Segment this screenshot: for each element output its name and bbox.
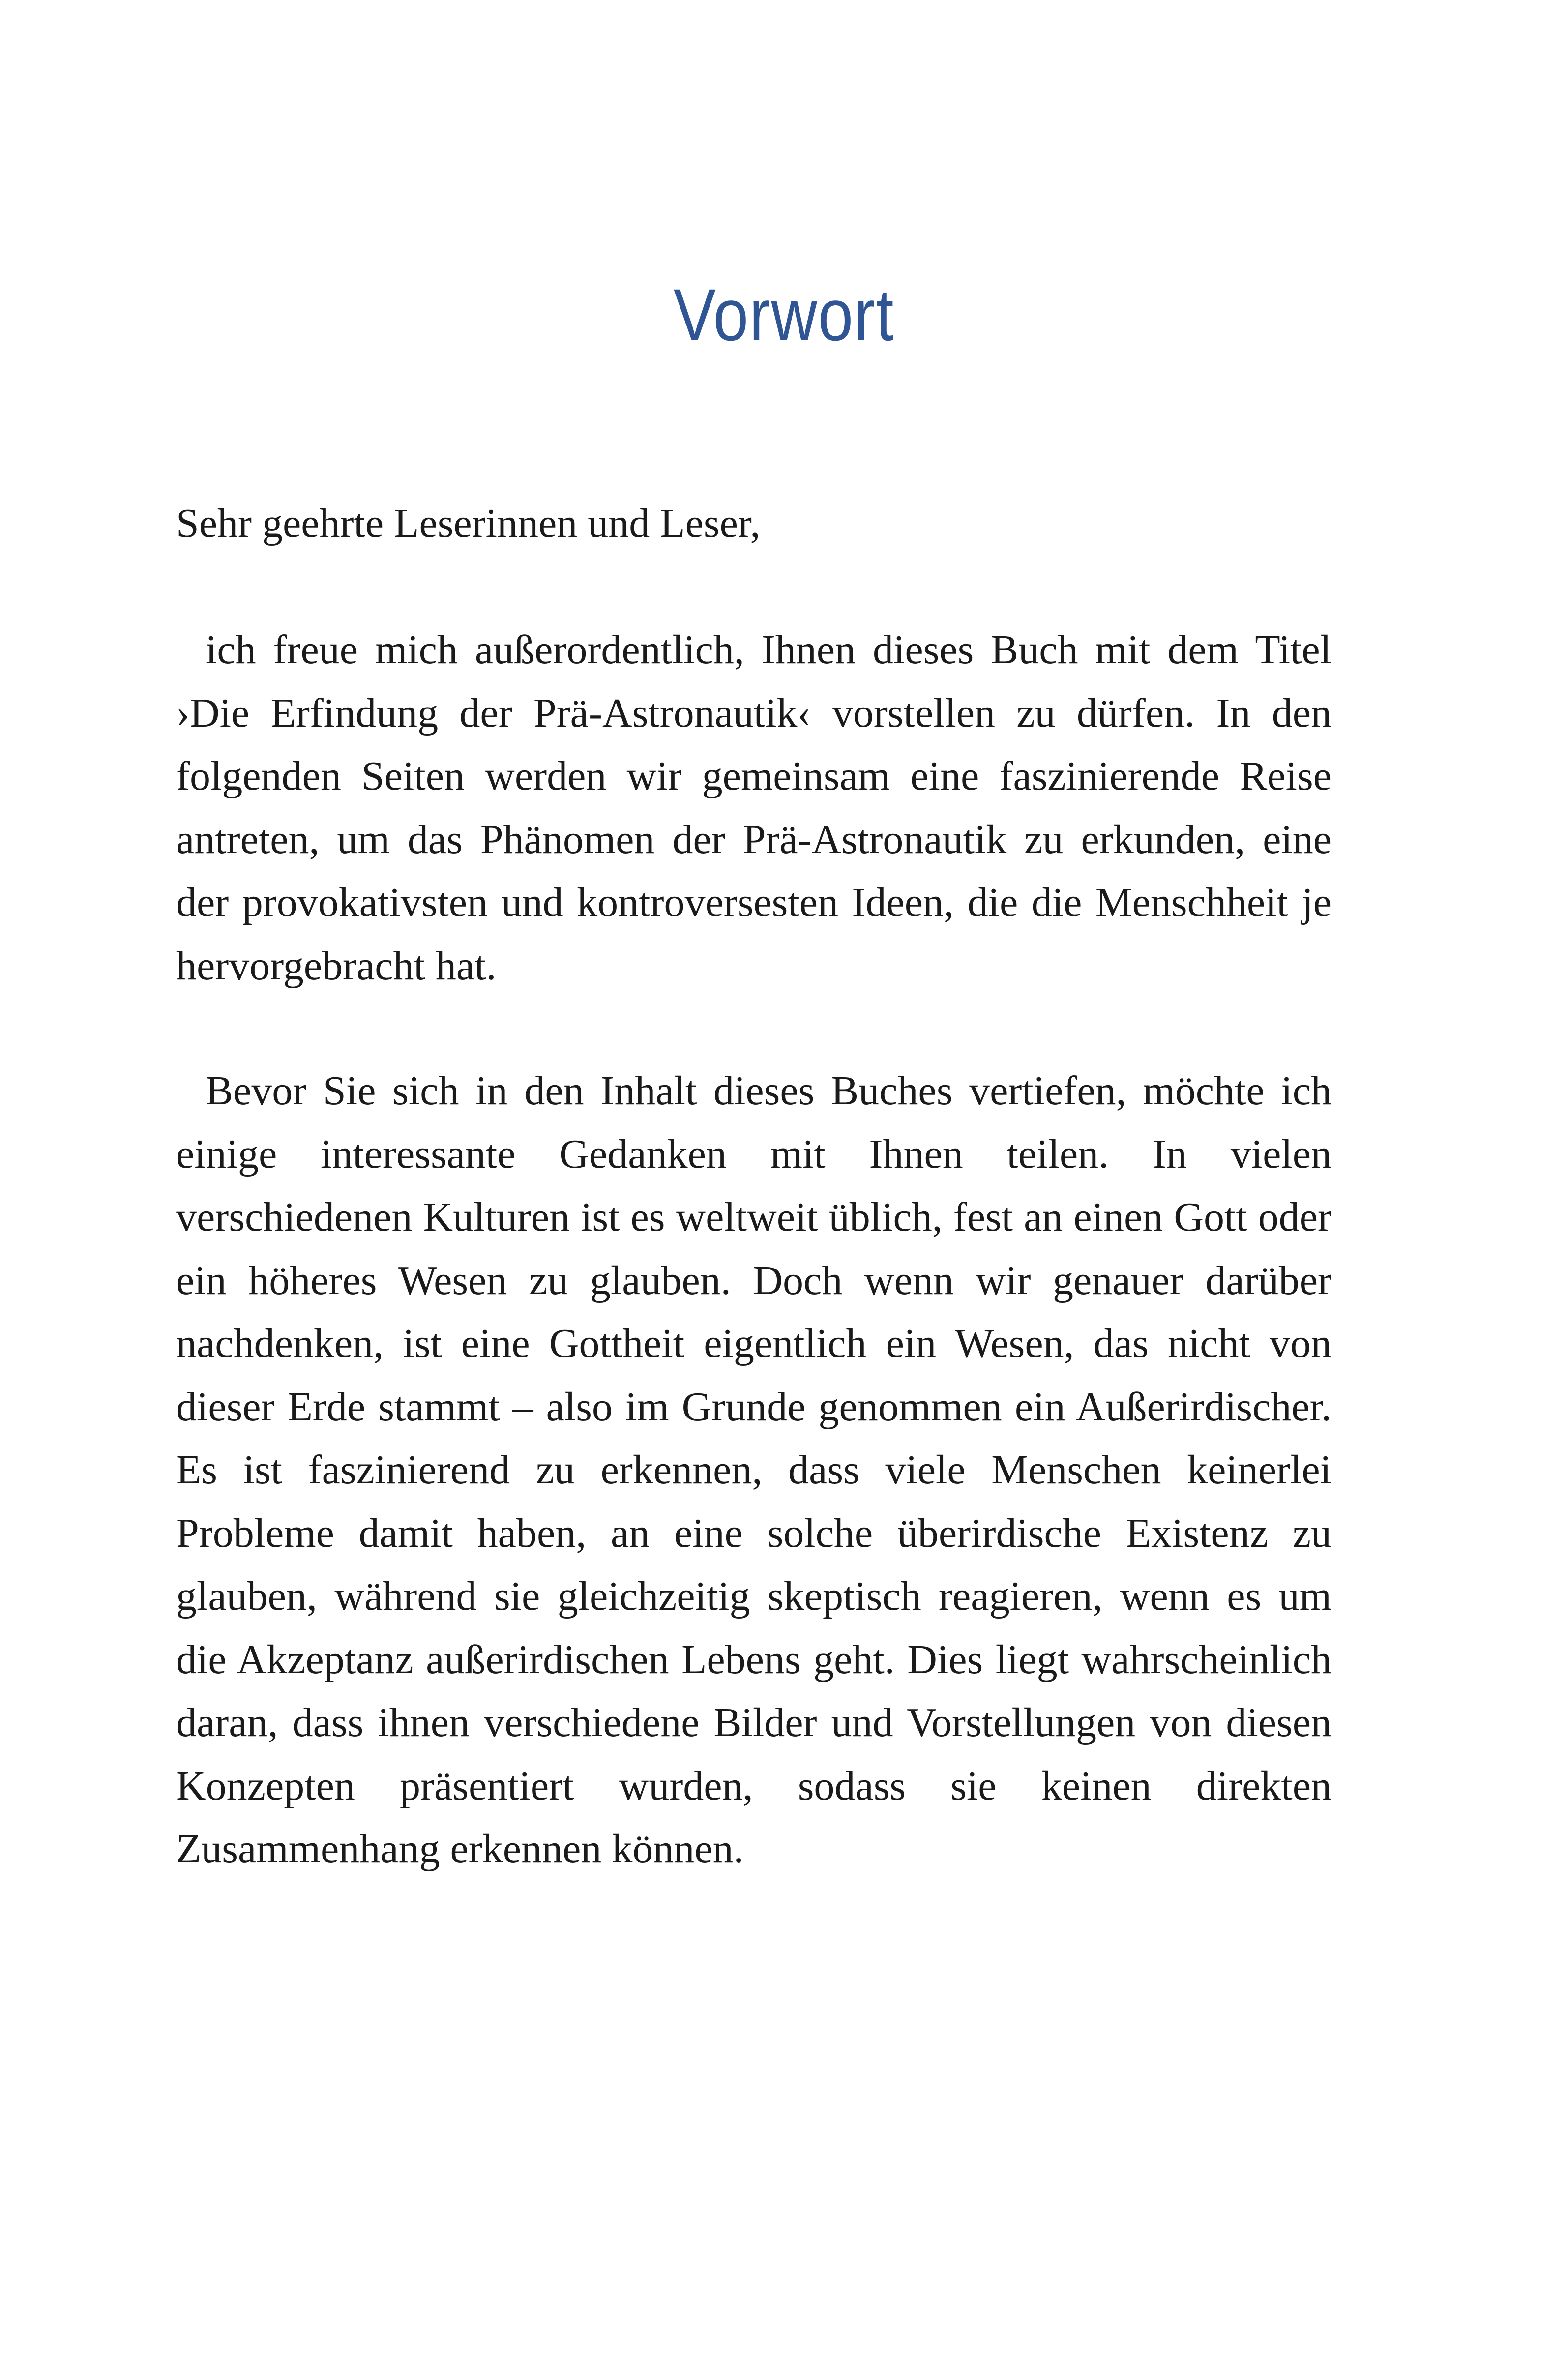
chapter-title: Vorwort <box>673 273 895 356</box>
paragraph-1: ich freue mich außerordentlich, Ihnen dieses Buch mit dem Titel ›Die Erfindung der Prä-Astronautik‹ vorstellen zu dürfen. In den folgenden Seiten werden wir gemeinsam eine faszinierende Reise antreten, um das Phänomen der Prä-Astronautik zu erkunden, eine der provokativsten und kontroversesten Ideen, die die Menschheit je hervorgebracht hat. <box>176 627 1331 989</box>
salutation: Sehr geehrte Leserinnen und Leser, <box>176 501 761 546</box>
paragraph-2: Bevor Sie sich in den Inhalt dieses Buches vertiefen, möchte ich einige interessante Gedanken mit Ihnen teilen. In vielen verschiedenen Kulturen ist es weltweit üblich, fest an einen Gott oder ein höheres Wesen zu glauben. Doch wenn wir genauer darüber nachdenken, ist eine Gottheit eigentlich ein Wesen, das nicht von dieser Erde stammt – also im Grunde genommen ein Außerirdischer. Es ist faszinierend zu erkennen, dass viele Menschen keinerlei Probleme damit haben, an eine solche überirdische Existenz zu glauben, während sie gleichzeitig skeptisch reagieren, wenn es um die Akzeptanz außerirdischen Lebens geht. Dies liegt wahrscheinlich daran, dass ihnen verschiedene Bilder und Vorstellungen von diesen Konzepten präsentiert wurden, sodass sie keinen direkten Zusammenhang erkennen können. <box>176 1068 1331 1872</box>
